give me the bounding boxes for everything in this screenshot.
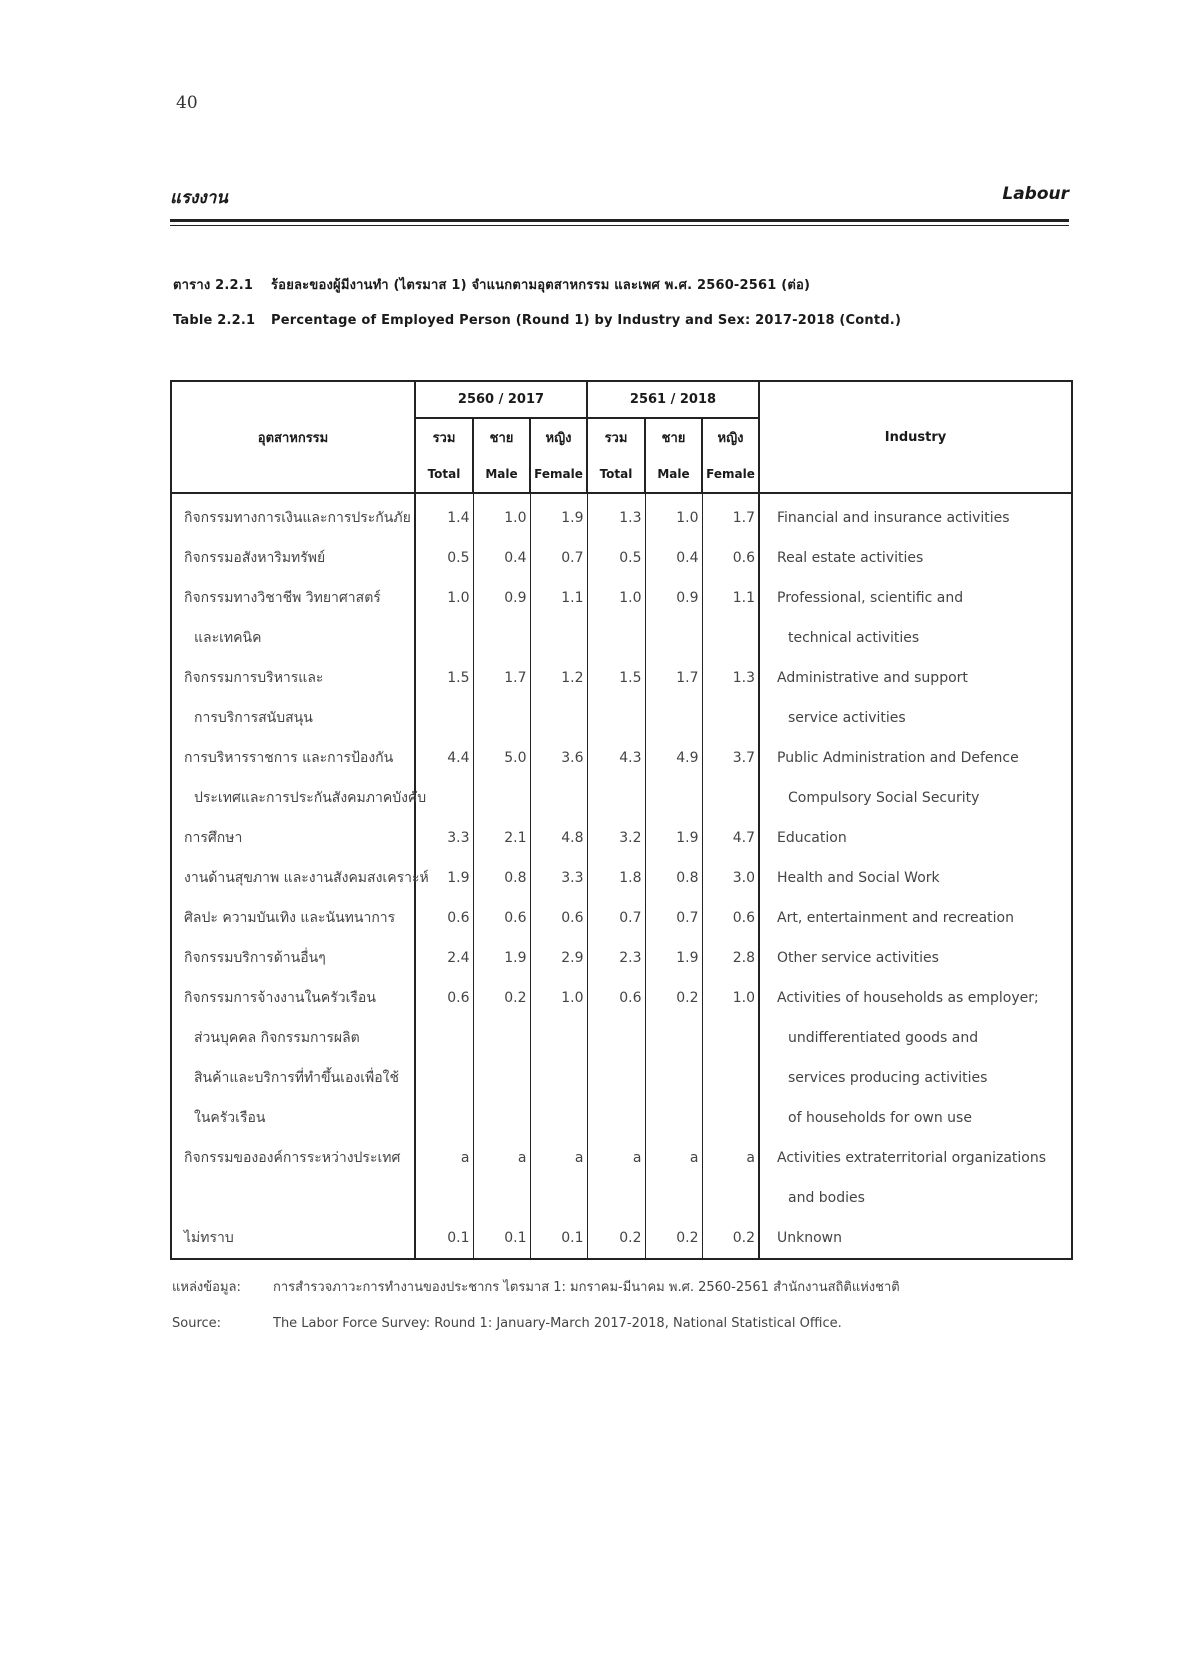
value-cell: 4.4 [415,738,473,778]
value-cell [473,1098,530,1138]
industry-name-english: Education [759,818,1072,858]
value-cell [645,1098,702,1138]
value-cell: 0.6 [473,898,530,938]
industry-name-thai: การบริการสนับสนุน [171,698,415,738]
value-cell: 1.3 [702,658,759,698]
table-row [171,1218,1072,1259]
value-cell: 2.9 [530,938,587,978]
industry-name-english: Activities of households as employer; [759,978,1072,1018]
value-cell: 1.9 [473,938,530,978]
sub-header-thai: ชาย [645,418,702,456]
table-row [171,493,1072,538]
header-rule-thick [170,219,1069,222]
value-cell: 0.6 [530,898,587,938]
value-cell: a [645,1138,702,1178]
value-cell: 1.5 [587,658,645,698]
industry-name-english: services producing activities [759,1058,1072,1098]
industry-name-thai: กิจกรรมทางวิชาชีพ วิทยาศาสตร์ [171,578,415,618]
value-cell: 3.3 [530,858,587,898]
industry-name-thai: ส่วนบุคคล กิจกรรมการผลิต [171,1018,415,1058]
table-row [171,578,1072,618]
value-cell [473,618,530,658]
value-cell: 0.1 [415,1218,473,1259]
value-cell: 0.6 [415,898,473,938]
value-cell: 1.9 [645,818,702,858]
table-row [171,778,1072,818]
table-row [171,1058,1072,1098]
industry-name-thai: กิจกรรมบริการด้านอื่นๆ [171,938,415,978]
value-cell [530,1178,587,1218]
table-row [171,658,1072,698]
column-header-thai: อุตสาหกรรม [171,381,415,493]
value-cell: 2.4 [415,938,473,978]
value-cell: 1.9 [530,493,587,538]
value-cell: a [415,1138,473,1178]
industry-name-thai: กิจกรรมขององค์การระหว่างประเทศ [171,1138,415,1178]
caption-label-english: Table 2.2.1 [173,313,256,328]
sub-header-thai: หญิง [702,418,759,456]
value-cell: 1.0 [473,493,530,538]
value-cell: 0.4 [473,538,530,578]
table-row [171,858,1072,898]
year-header-2017: 2560 / 2017 [415,381,587,418]
value-cell [415,1018,473,1058]
value-cell: 1.7 [645,658,702,698]
table-row [171,978,1072,1018]
value-cell: 1.4 [415,493,473,538]
value-cell [530,1018,587,1058]
value-cell [415,618,473,658]
industry-name-english: Unknown [759,1218,1072,1259]
source-text-english: The Labor Force Survey: Round 1: January-March 2017-2018, National Statistical Office. [273,1316,842,1331]
industry-name-thai: และเทคนิค [171,618,415,658]
source-text-thai: การสำรวจภาวะการทำงานของประชากร ไตรมาส 1: มกราคม-มีนาคม พ.ศ. 2560-2561 สำนักงานสถิติแห่งชาติ [273,1280,900,1295]
sub-header-english: Male [473,456,530,493]
industry-name-english: of households for own use [759,1098,1072,1138]
value-cell [587,1058,645,1098]
industry-name-thai: การบริหารราชการ และการป้องกัน [171,738,415,778]
industry-name-english: and bodies [759,1178,1072,1218]
sub-header-thai: ชาย [473,418,530,456]
value-cell [702,778,759,818]
value-cell: a [530,1138,587,1178]
table-row [171,1098,1072,1138]
value-cell [415,1058,473,1098]
caption-label-thai: ตาราง 2.2.1 [173,278,254,293]
value-cell: 1.7 [702,493,759,538]
table-row [171,1178,1072,1218]
value-cell: 0.6 [702,538,759,578]
header-rule-thin [170,225,1069,226]
value-cell [587,698,645,738]
value-cell: 0.2 [645,1218,702,1259]
industry-name-thai: กิจกรรมการบริหารและ [171,658,415,698]
industry-name-thai: กิจกรรมการจ้างงานในครัวเรือน [171,978,415,1018]
value-cell: 0.6 [702,898,759,938]
table-row [171,1138,1072,1178]
industry-name-english: Administrative and support [759,658,1072,698]
table-row [171,1018,1072,1058]
value-cell [530,698,587,738]
value-cell [473,1018,530,1058]
value-cell: 1.0 [530,978,587,1018]
caption-text-english: Percentage of Employed Person (Round 1) by Industry and Sex: 2017-2018 (Contd.) [271,313,902,328]
value-cell: 0.2 [645,978,702,1018]
table-row [171,938,1072,978]
value-cell: 0.4 [645,538,702,578]
value-cell: 2.1 [473,818,530,858]
value-cell: 1.0 [587,578,645,618]
value-cell [702,1178,759,1218]
value-cell: 1.1 [702,578,759,618]
industry-name-english: Compulsory Social Security [759,778,1072,818]
industry-name-thai: ในครัวเรือน [171,1098,415,1138]
value-cell [587,778,645,818]
value-cell: 3.6 [530,738,587,778]
value-cell: 1.1 [530,578,587,618]
value-cell: 3.3 [415,818,473,858]
value-cell [645,778,702,818]
sub-header-thai: รวม [587,418,645,456]
industry-name-english: Health and Social Work [759,858,1072,898]
value-cell: 0.2 [702,1218,759,1259]
table-row [171,898,1072,938]
industry-name-english: Other service activities [759,938,1072,978]
value-cell: 0.1 [473,1218,530,1259]
source-label-thai: แหล่งข้อมูล: [172,1280,241,1295]
caption-text-thai: ร้อยละของผู้มีงานทำ (ไตรมาส 1) จำแนกตามอุตสาหกรรม และเพศ พ.ศ. 2560-2561 (ต่อ) [271,278,811,293]
industry-name-english: Art, entertainment and recreation [759,898,1072,938]
year-header-2018: 2561 / 2018 [587,381,759,418]
value-cell [587,1018,645,1058]
industry-name-thai: กิจกรรมอสังหาริมทรัพย์ [171,538,415,578]
value-cell: 4.8 [530,818,587,858]
value-cell: 0.6 [415,978,473,1018]
industry-name-thai: ศิลปะ ความบันเทิง และนันทนาการ [171,898,415,938]
sub-header-english: Male [645,456,702,493]
table-caption-thai [173,274,810,295]
value-cell [530,1098,587,1138]
value-cell: 4.7 [702,818,759,858]
table-row [171,538,1072,578]
employment-table [170,380,1073,1260]
sub-header-thai: หญิง [530,418,587,456]
value-cell [702,618,759,658]
value-cell: a [587,1138,645,1178]
section-header-thai: แรงงาน [170,188,228,208]
industry-name-english: Professional, scientific and [759,578,1072,618]
value-cell: 1.8 [587,858,645,898]
value-cell: 0.8 [645,858,702,898]
value-cell: 0.2 [473,978,530,1018]
value-cell: 0.1 [530,1218,587,1259]
sub-header-thai: รวม [415,418,473,456]
value-cell [645,1058,702,1098]
value-cell [415,698,473,738]
value-cell [645,1178,702,1218]
table-row [171,738,1072,778]
value-cell: 0.7 [587,898,645,938]
value-cell [415,1178,473,1218]
value-cell: 0.8 [473,858,530,898]
industry-name-thai: งานด้านสุขภาพ และงานสังคมสงเคราะห์ [171,858,415,898]
value-cell: 1.2 [530,658,587,698]
value-cell: a [473,1138,530,1178]
section-header-english: Labour [1002,184,1069,204]
value-cell: 0.7 [530,538,587,578]
value-cell [473,698,530,738]
source-thai [172,1276,900,1297]
value-cell [473,778,530,818]
value-cell [530,778,587,818]
value-cell [702,1058,759,1098]
value-cell: 0.2 [587,1218,645,1259]
value-cell [587,1178,645,1218]
industry-name-thai: ประเทศและการประกันสังคมภาคบังคับ [171,778,415,818]
value-cell: 0.5 [415,538,473,578]
value-cell: 1.9 [645,938,702,978]
source-label-english: Source: [172,1316,222,1331]
value-cell: 1.5 [415,658,473,698]
value-cell [473,1058,530,1098]
industry-name-english: Public Administration and Defence [759,738,1072,778]
value-cell [645,698,702,738]
value-cell: 5.0 [473,738,530,778]
industry-name-thai: กิจกรรมทางการเงินและการประกันภัย [171,493,415,538]
value-cell [473,1178,530,1218]
value-cell [587,618,645,658]
value-cell: 1.7 [473,658,530,698]
table-row [171,818,1072,858]
value-cell [702,698,759,738]
value-cell [645,1018,702,1058]
value-cell: 1.0 [645,493,702,538]
industry-name-english: undifferentiated goods and [759,1018,1072,1058]
value-cell [702,1018,759,1058]
value-cell: 0.9 [645,578,702,618]
table-row [171,618,1072,658]
industry-name-english: technical activities [759,618,1072,658]
value-cell: 0.9 [473,578,530,618]
value-cell: 0.6 [587,978,645,1018]
industry-name-thai: การศึกษา [171,818,415,858]
table-row [171,698,1072,738]
sub-header-english: Female [530,456,587,493]
value-cell: 4.3 [587,738,645,778]
value-cell [530,1058,587,1098]
value-cell: 0.5 [587,538,645,578]
value-cell: 3.0 [702,858,759,898]
industry-name-english: Real estate activities [759,538,1072,578]
industry-name-english: service activities [759,698,1072,738]
value-cell [645,618,702,658]
sub-header-english: Female [702,456,759,493]
page-number: 40 [176,93,198,113]
industry-name-thai: สินค้าและบริการที่ทำขึ้นเองเพื่อใช้ [171,1058,415,1098]
value-cell: 1.0 [415,578,473,618]
value-cell: 1.9 [415,858,473,898]
value-cell: 4.9 [645,738,702,778]
industry-name-english: Activities extraterritorial organizations [759,1138,1072,1178]
value-cell: 2.3 [587,938,645,978]
value-cell [702,1098,759,1138]
sub-header-english: Total [415,456,473,493]
value-cell: 1.0 [702,978,759,1018]
industry-name-thai [171,1178,415,1218]
value-cell: 0.7 [645,898,702,938]
industry-name-thai: ไม่ทราบ [171,1218,415,1259]
table-caption-english [173,313,901,328]
value-cell: 3.2 [587,818,645,858]
value-cell [415,1098,473,1138]
value-cell: 3.7 [702,738,759,778]
value-cell [587,1098,645,1138]
column-header-english: Industry [759,381,1072,493]
value-cell [530,618,587,658]
value-cell: 2.8 [702,938,759,978]
value-cell: a [702,1138,759,1178]
source-english [172,1316,842,1331]
industry-name-english: Financial and insurance activities [759,493,1072,538]
value-cell: 1.3 [587,493,645,538]
sub-header-english: Total [587,456,645,493]
